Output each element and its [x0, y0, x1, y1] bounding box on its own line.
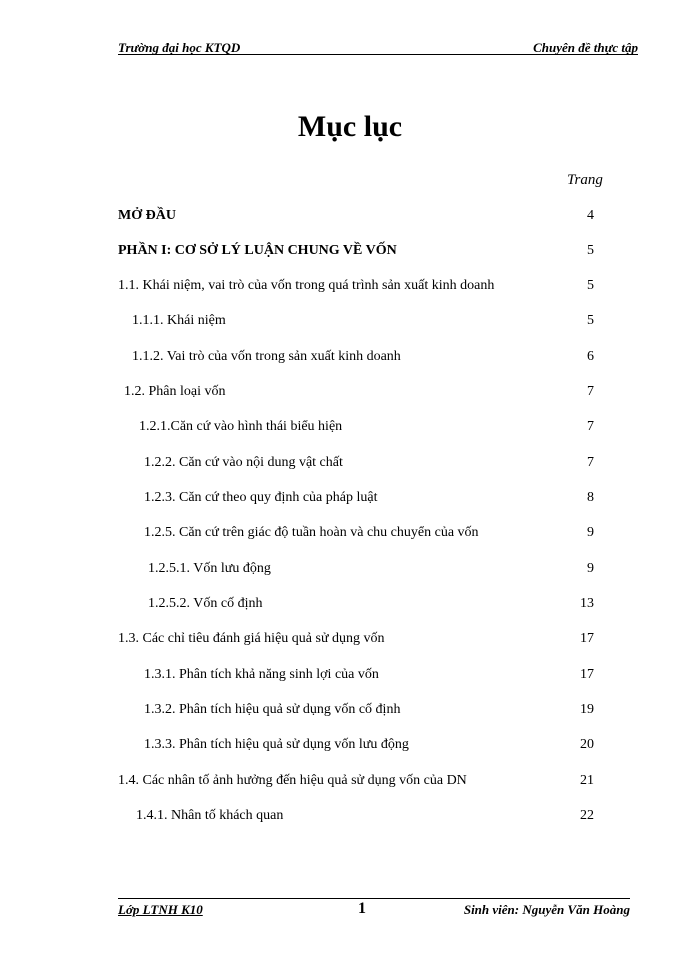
toc-entry-label: 1.3.3. Phân tích hiệu quả sử dụng vốn lưu động: [144, 737, 409, 752]
toc-entry-page: 9: [587, 525, 594, 540]
toc-entry-label: 1.2.5.2. Vốn cố định: [148, 596, 263, 611]
toc-entry-page: 7: [587, 455, 594, 470]
toc-entry-page: 5: [587, 278, 594, 293]
footer-student: Sinh viên: Nguyễn Văn Hoàng: [463, 902, 630, 917]
toc-entry-label: 1.2.2. Căn cứ vào nội dung vật chất: [144, 455, 343, 470]
toc-entry-page: 7: [587, 384, 594, 399]
toc-entry-label: 1.2.5. Căn cứ trên giác độ tuần hoàn và chu chuyển của vốn: [144, 525, 479, 540]
toc-entry-page: 17: [580, 631, 594, 646]
toc-entry-label: 1.3.2. Phân tích hiệu quả sử dụng vốn cố định: [144, 702, 401, 717]
header-rule: [118, 54, 638, 55]
toc-entry-label: MỞ ĐẦU: [118, 208, 176, 223]
toc-entry-page: 13: [580, 596, 594, 611]
page-title: Mục lục: [297, 110, 403, 143]
toc-entry-page: 7: [587, 419, 594, 434]
toc-entry-page: 8: [587, 490, 594, 505]
page-footer: [118, 902, 630, 920]
toc-entry-label: PHẦN I: CƠ SỞ LÝ LUẬN CHUNG VỀ VỐN: [118, 243, 397, 258]
toc-entry-page: 4: [587, 208, 594, 223]
header-school: Trường đại học KTQD: [118, 40, 241, 55]
toc-entry-label: 1.4. Các nhân tố ảnh hưởng đến hiệu quả sử dụng vốn của DN: [118, 773, 467, 788]
toc-entry-label: 1.1. Khái niệm, vai trò của vốn trong quá trình sản xuất kinh doanh: [118, 278, 495, 293]
footer-class: Lớp LTNH K10: [118, 902, 203, 917]
toc-entry-label: 1.1.1. Khái niệm: [132, 313, 226, 328]
toc-entry-page: 6: [587, 349, 594, 364]
toc-entry-page: 5: [587, 243, 594, 258]
toc-entry-label: 1.3. Các chỉ tiêu đánh giá hiệu quả sử dụng vốn: [118, 631, 385, 646]
toc-entry-label: 1.2.5.1. Vốn lưu động: [148, 561, 271, 576]
toc-entry-page: 9: [587, 561, 594, 576]
toc-entry-label: 1.3.1. Phân tích khả năng sinh lợi của vốn: [144, 667, 379, 682]
page-column-label: Trang: [567, 172, 603, 188]
toc-entry-page: 21: [580, 773, 594, 788]
footer-page-number: 1: [358, 900, 366, 917]
toc-entry-label: 1.1.2. Vai trò của vốn trong sản xuất kinh doanh: [132, 349, 401, 364]
header-report-type: Chuyên đề thực tập: [533, 40, 638, 55]
toc-entry-page: 20: [580, 737, 594, 752]
toc-entry-page: 17: [580, 667, 594, 682]
toc-entry-label: 1.2. Phân loại vốn: [124, 384, 226, 399]
footer-rule: [118, 898, 630, 899]
toc-entry-page: 22: [580, 808, 594, 823]
toc-entry-label: 1.2.3. Căn cứ theo quy định của pháp luật: [144, 490, 378, 505]
toc-entry-page: 19: [580, 702, 594, 717]
toc-entry-label: 1.2.1.Căn cứ vào hình thái biểu hiện: [139, 419, 343, 434]
toc-entry-label: 1.4.1. Nhân tố khách quan: [136, 808, 284, 823]
toc-entry-page: 5: [587, 313, 594, 328]
